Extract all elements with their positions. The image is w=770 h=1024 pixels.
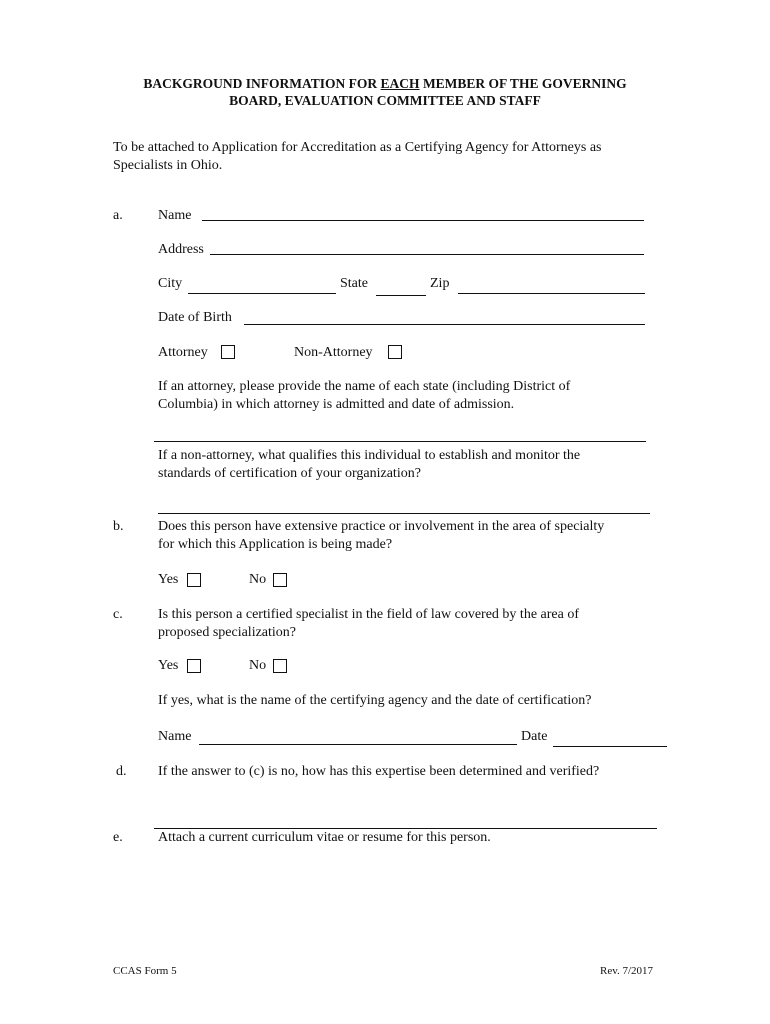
section-b-marker: b. xyxy=(113,519,124,534)
non-attorney-question-line-2: standards of certification of your organization? xyxy=(158,466,421,481)
zip-field[interactable] xyxy=(458,293,645,294)
zip-label: Zip xyxy=(430,276,450,291)
section-b-question-line-2: for which this Application is being made? xyxy=(158,537,393,552)
non-attorney-label: Non-Attorney xyxy=(294,345,373,360)
city-field[interactable] xyxy=(188,293,336,294)
footer-revision: Rev. 7/2017 xyxy=(600,965,654,977)
address-label: Address xyxy=(158,242,204,257)
attorney-answer-field[interactable] xyxy=(154,441,646,442)
section-b-yes-checkbox[interactable] xyxy=(187,573,201,587)
section-e-marker: e. xyxy=(113,830,123,845)
section-c-question-line-1: Is this person a certified specialist in the field of law covered by the area of xyxy=(158,607,580,622)
section-a-marker: a. xyxy=(113,208,123,223)
section-b-question-line-1: Does this person have extensive practice or involvement in the area of specialty xyxy=(158,519,605,534)
section-c-question-line-2: proposed specialization? xyxy=(158,625,297,640)
form-title xyxy=(0,75,770,109)
section-c-no-label: No xyxy=(249,658,267,673)
attorney-label: Attorney xyxy=(158,345,208,360)
section-c-no-checkbox[interactable] xyxy=(273,659,287,673)
agency-name-label: Name xyxy=(158,729,192,744)
footer-form-id: CCAS Form 5 xyxy=(113,965,177,977)
state-label: State xyxy=(340,276,368,291)
intro-line-1: To be attached to Application for Accreditation as a Certifying Agency for Attorneys as xyxy=(113,140,602,155)
dob-label: Date of Birth xyxy=(158,310,232,325)
section-c-yes-label: Yes xyxy=(158,658,179,673)
non-attorney-checkbox[interactable] xyxy=(388,345,402,359)
agency-name-field[interactable] xyxy=(199,744,517,745)
section-d-question: If the answer to (c) is no, how has this expertise been determined and verified? xyxy=(158,764,600,779)
state-field[interactable] xyxy=(376,295,426,296)
address-field[interactable] xyxy=(210,254,644,255)
form-title-line-2: BOARD, EVALUATION COMMITTEE AND STAFF xyxy=(229,93,541,108)
section-b-no-label: No xyxy=(249,572,267,587)
section-b-no-checkbox[interactable] xyxy=(273,573,287,587)
name-label: Name xyxy=(158,208,192,223)
city-label: City xyxy=(158,276,183,291)
section-e-instruction: Attach a current curriculum vitae or resume for this person. xyxy=(158,830,491,845)
dob-field[interactable] xyxy=(244,324,645,325)
section-d-marker: d. xyxy=(116,764,127,779)
section-b-yes-label: Yes xyxy=(158,572,179,587)
section-c-yes-checkbox[interactable] xyxy=(187,659,201,673)
section-c-followup: If yes, what is the name of the certifying agency and the date of certification? xyxy=(158,693,592,708)
certification-date-label: Date xyxy=(521,729,548,744)
section-c-marker: c. xyxy=(113,607,123,622)
non-attorney-question-line-1: If a non-attorney, what qualifies this individual to establish and monitor the xyxy=(158,448,581,463)
attorney-question-line-2: Columbia) in which attorney is admitted and date of admission. xyxy=(158,397,515,412)
title-emphasis: EACH xyxy=(380,76,420,91)
intro-line-2: Specialists in Ohio. xyxy=(113,158,223,173)
name-field[interactable] xyxy=(202,220,644,221)
attorney-question-line-1: If an attorney, please provide the name of each state (including District of xyxy=(158,379,571,394)
form-title-line-1: BACKGROUND INFORMATION FOR EACH MEMBER OF THE GOVERNING xyxy=(143,76,627,91)
attorney-checkbox[interactable] xyxy=(221,345,235,359)
non-attorney-answer-field[interactable] xyxy=(158,513,650,514)
certification-date-field[interactable] xyxy=(553,746,667,747)
